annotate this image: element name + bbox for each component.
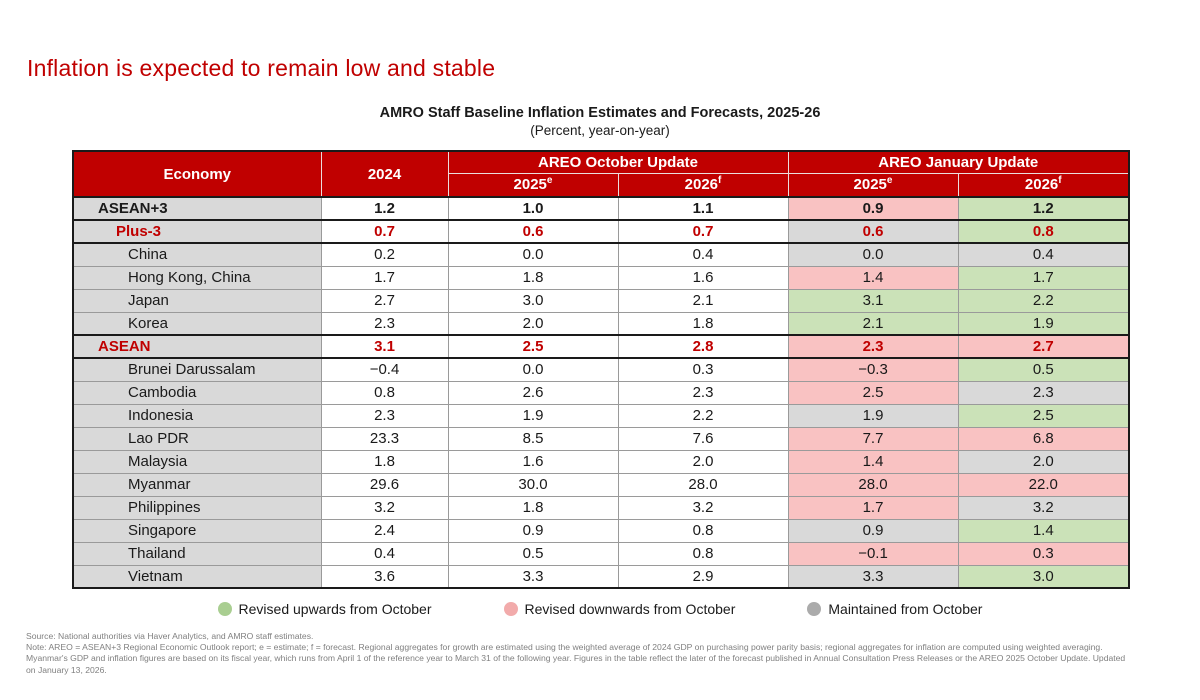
value-oct-2025: 1.6 [448, 450, 618, 473]
value-jan-2026: 0.5 [958, 358, 1129, 381]
table-row-korea [73, 312, 1129, 335]
value-2024: 3.6 [321, 565, 448, 588]
value-oct-2026: 0.8 [618, 519, 788, 542]
estimate-superscript: e [546, 175, 553, 187]
value-jan-2025: 2.5 [788, 381, 958, 404]
value-oct-2026: 2.1 [618, 289, 788, 312]
value-2024: 1.2 [321, 197, 448, 220]
legend-label: Revised downwards from October [524, 601, 736, 617]
value-oct-2025: 1.0 [448, 197, 618, 220]
value-oct-2025: 0.0 [448, 243, 618, 266]
value-oct-2025: 3.0 [448, 289, 618, 312]
year-label: 2025 [853, 176, 887, 194]
year-label: 2025 [513, 176, 547, 194]
value-jan-2026: 6.8 [958, 427, 1129, 450]
value-jan-2026: 0.3 [958, 542, 1129, 565]
table-body [73, 197, 1129, 588]
forecast-superscript: f [718, 175, 722, 187]
value-jan-2025: 3.1 [788, 289, 958, 312]
value-jan-2026: 2.5 [958, 404, 1129, 427]
economy-label: ASEAN [73, 335, 321, 358]
value-jan-2025: −0.1 [788, 542, 958, 565]
value-oct-2026: 1.1 [618, 197, 788, 220]
value-jan-2026: 3.0 [958, 565, 1129, 588]
table-row-asean-3 [73, 197, 1129, 220]
table-row-china [73, 243, 1129, 266]
value-2024: 0.2 [321, 243, 448, 266]
value-jan-2025: 1.4 [788, 266, 958, 289]
economy-label: ASEAN+3 [73, 197, 321, 220]
table-row-myanmar [73, 473, 1129, 496]
value-jan-2025: 2.3 [788, 335, 958, 358]
value-oct-2025: 0.5 [448, 542, 618, 565]
value-jan-2026: 2.0 [958, 450, 1129, 473]
estimate-superscript: e [886, 175, 893, 187]
legend-item-maintained [807, 601, 982, 617]
economy-label: Thailand [73, 542, 321, 565]
table-row-malaysia [73, 450, 1129, 473]
header-jan-2026 [958, 173, 1129, 197]
inflation-table [72, 150, 1130, 589]
value-oct-2026: 0.4 [618, 243, 788, 266]
value-jan-2026: 2.7 [958, 335, 1129, 358]
value-2024: 0.8 [321, 381, 448, 404]
table-row-asean [73, 335, 1129, 358]
methodology-note: Note: AREO = ASEAN+3 Regional Economic Outlook report; e = estimate; f = forecast. Regional aggregates for growth are estimated using the weighted average of 2024 GDP on purchasing power parity basis; regional aggregates for inflation are computed using weighted averaging. Myanmar's GDP and inflation figures are based on its fiscal year, which runs from April 1 of the reference year to March 31 of the following year. Figures in the table reflect the later of the forecast published in Annual Consultation Press Releases or the AREO 2025 October Update. Updated on January 13, 2026. [26, 642, 1126, 675]
value-jan-2026: 0.8 [958, 220, 1129, 243]
table-row-brunei-darussalam [73, 358, 1129, 381]
value-2024: 0.4 [321, 542, 448, 565]
value-oct-2026: 2.8 [618, 335, 788, 358]
value-2024: 3.1 [321, 335, 448, 358]
value-oct-2026: 1.6 [618, 266, 788, 289]
value-jan-2025: 1.4 [788, 450, 958, 473]
value-2024: 2.3 [321, 404, 448, 427]
table-row-plus-3 [73, 220, 1129, 243]
economy-label: Indonesia [73, 404, 321, 427]
value-jan-2025: 2.1 [788, 312, 958, 335]
value-jan-2026: 1.2 [958, 197, 1129, 220]
table-row-thailand [73, 542, 1129, 565]
economy-label: Korea [73, 312, 321, 335]
year-label: 2026 [684, 176, 719, 194]
economy-label: Lao PDR [73, 427, 321, 450]
value-2024: 0.7 [321, 220, 448, 243]
legend-item-revised-downwards [504, 601, 736, 617]
value-jan-2025: 7.7 [788, 427, 958, 450]
value-jan-2026: 1.9 [958, 312, 1129, 335]
value-jan-2026: 3.2 [958, 496, 1129, 519]
table-row-lao-pdr [73, 427, 1129, 450]
value-jan-2026: 1.7 [958, 266, 1129, 289]
value-oct-2026: 0.8 [618, 542, 788, 565]
value-oct-2025: 1.8 [448, 496, 618, 519]
value-jan-2025: 0.9 [788, 197, 958, 220]
value-oct-2026: 2.2 [618, 404, 788, 427]
table-row-vietnam [73, 565, 1129, 588]
value-oct-2025: 1.9 [448, 404, 618, 427]
header-oct-2026 [618, 173, 788, 197]
economy-label: Brunei Darussalam [73, 358, 321, 381]
value-oct-2025: 3.3 [448, 565, 618, 588]
economy-label: Philippines [73, 496, 321, 519]
year-label: 2026 [1024, 176, 1059, 194]
table-row-cambodia [73, 381, 1129, 404]
footnotes [26, 631, 1134, 676]
value-oct-2026: 1.8 [618, 312, 788, 335]
economy-label: Plus-3 [73, 220, 321, 243]
value-oct-2026: 2.3 [618, 381, 788, 404]
header-areo-october-update: AREO October Update [448, 151, 788, 173]
legend-item-revised-upwards [218, 601, 432, 617]
value-oct-2025: 2.6 [448, 381, 618, 404]
value-2024: 29.6 [321, 473, 448, 496]
value-oct-2026: 0.7 [618, 220, 788, 243]
economy-label: Vietnam [73, 565, 321, 588]
value-jan-2025: 3.3 [788, 565, 958, 588]
value-jan-2025: 0.9 [788, 519, 958, 542]
revised-upwards-swatch-icon [218, 602, 232, 616]
value-jan-2026: 0.4 [958, 243, 1129, 266]
value-2024: 3.2 [321, 496, 448, 519]
page-title: Inflation is expected to remain low and stable [27, 55, 496, 81]
forecast-superscript: f [1058, 175, 1062, 187]
header-oct-2025 [448, 173, 618, 197]
value-oct-2026: 7.6 [618, 427, 788, 450]
value-oct-2025: 2.0 [448, 312, 618, 335]
value-oct-2025: 0.9 [448, 519, 618, 542]
header-2024: 2024 [321, 151, 448, 197]
value-oct-2025: 2.5 [448, 335, 618, 358]
economy-label: Japan [73, 289, 321, 312]
value-jan-2025: 28.0 [788, 473, 958, 496]
value-jan-2026: 1.4 [958, 519, 1129, 542]
economy-label: Malaysia [73, 450, 321, 473]
value-2024: −0.4 [321, 358, 448, 381]
value-oct-2025: 30.0 [448, 473, 618, 496]
header-areo-january-update: AREO January Update [788, 151, 1129, 173]
table-row-hong-kong-china [73, 266, 1129, 289]
inflation-table-container [72, 150, 1130, 589]
value-oct-2025: 8.5 [448, 427, 618, 450]
value-oct-2025: 0.6 [448, 220, 618, 243]
value-2024: 1.8 [321, 450, 448, 473]
table-row-singapore [73, 519, 1129, 542]
table-header [73, 151, 1129, 197]
header-jan-2025 [788, 173, 958, 197]
value-jan-2026: 2.2 [958, 289, 1129, 312]
table-subtitle: (Percent, year-on-year) [530, 123, 670, 138]
value-jan-2025: 1.7 [788, 496, 958, 519]
value-oct-2026: 28.0 [618, 473, 788, 496]
value-oct-2026: 0.3 [618, 358, 788, 381]
header-economy: Economy [73, 151, 321, 197]
value-oct-2026: 3.2 [618, 496, 788, 519]
value-oct-2025: 0.0 [448, 358, 618, 381]
value-jan-2025: 0.6 [788, 220, 958, 243]
revised-downwards-swatch-icon [504, 602, 518, 616]
value-2024: 23.3 [321, 427, 448, 450]
legend-label: Revised upwards from October [238, 601, 432, 617]
table-row-indonesia [73, 404, 1129, 427]
economy-label: Hong Kong, China [73, 266, 321, 289]
value-oct-2026: 2.0 [618, 450, 788, 473]
value-oct-2025: 1.8 [448, 266, 618, 289]
economy-label: Cambodia [73, 381, 321, 404]
economy-label: Myanmar [73, 473, 321, 496]
value-2024: 1.7 [321, 266, 448, 289]
economy-label: Singapore [73, 519, 321, 542]
maintained-swatch-icon [807, 602, 821, 616]
value-2024: 2.3 [321, 312, 448, 335]
legend-label: Maintained from October [828, 601, 983, 617]
value-2024: 2.4 [321, 519, 448, 542]
header-row-groups [73, 151, 1129, 173]
table-row-japan [73, 289, 1129, 312]
table-row-philippines [73, 496, 1129, 519]
value-jan-2026: 2.3 [958, 381, 1129, 404]
value-oct-2026: 2.9 [618, 565, 788, 588]
value-jan-2026: 22.0 [958, 473, 1129, 496]
legend [0, 601, 1200, 617]
economy-label: China [73, 243, 321, 266]
value-jan-2025: −0.3 [788, 358, 958, 381]
table-title: AMRO Staff Baseline Inflation Estimates and Forecasts, 2025-26 [379, 105, 821, 121]
value-2024: 2.7 [321, 289, 448, 312]
source-note: Source: National authorities via Haver Analytics, and AMRO staff estimates. [26, 631, 314, 641]
value-jan-2025: 0.0 [788, 243, 958, 266]
value-jan-2025: 1.9 [788, 404, 958, 427]
